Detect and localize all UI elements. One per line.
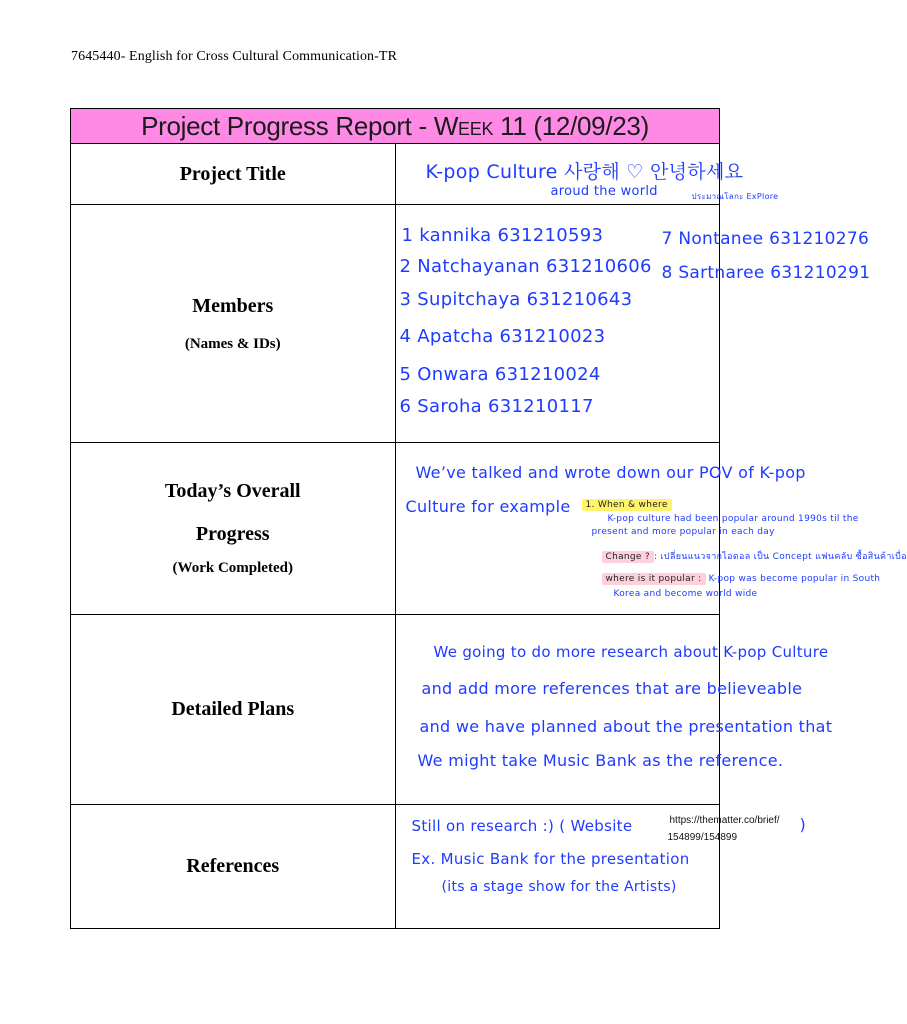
progress-note1b: present and more popular in each day	[591, 527, 775, 537]
plans-label-cell	[71, 615, 396, 805]
member-2: 2 Natchayanan 631210606	[399, 256, 652, 277]
header-week: Week	[433, 110, 494, 141]
plans-label: Detailed Plans	[171, 698, 295, 720]
project-title-tiny-note: ประมาณโลกะ ExPlore	[691, 192, 779, 201]
progress-label-2: Progress	[195, 523, 270, 545]
member-7: 7 Nontanee 631210276	[661, 229, 870, 249]
references-url-line2[interactable]: 154899/154899	[667, 832, 738, 843]
progress-line1: We’ve talked and wrote down our POV of K-pop	[415, 463, 806, 482]
references-line1: Still on research :) ( Website	[411, 817, 633, 835]
progress-label-cell	[71, 443, 396, 615]
references-line2: Ex. Music Bank for the presentation	[411, 850, 690, 868]
members-label-cell	[71, 205, 396, 443]
project-title-line2: aroud the world	[550, 184, 658, 199]
plans-line1: We going to do more research about K-pop Culture	[433, 643, 829, 661]
plans-line2: and add more references that are believeable	[421, 679, 803, 698]
member-4: 4 Apatcha 631210023	[399, 326, 606, 347]
progress-line2: Culture for example	[405, 497, 571, 516]
progress-value-cell	[395, 443, 907, 615]
project-title-value-cell	[395, 144, 779, 205]
progress-note1a: K-pop culture had been popular around 1990s til the	[607, 514, 859, 524]
member-5: 5 Onwara 631210024	[399, 364, 601, 385]
references-url-line1[interactable]: https://thematter.co/brief/	[669, 815, 780, 826]
references-line3: (its a stage show for the Artists)	[441, 879, 677, 895]
progress-tag-where-popular: where is it popular : K-pop was become popular in South	[602, 574, 881, 584]
references-label-cell	[71, 805, 396, 929]
references-value-cell	[395, 805, 807, 929]
project-title-line1: K-pop Culture 사랑해 ♡ 안녕하세요	[425, 161, 744, 183]
project-title-label: Project Title	[179, 162, 286, 185]
member-6: 6 Saroha 631210117	[399, 396, 594, 417]
member-1: 1 kannika 631210593	[401, 225, 604, 246]
header-suffix: 11 (12/09/23)	[493, 110, 649, 141]
member-3: 3 Supitchaya 631210643	[399, 289, 633, 310]
progress-label-1: Today’s Overall	[164, 480, 301, 502]
plans-line3: and we have planned about the presentation that	[419, 717, 833, 736]
progress-label-3: (Work Completed)	[172, 560, 293, 576]
progress-tag-change: Change ? : เปลี่ยนแนวจากไอดอล เป็น Concept แฟนคลับ ซื้อสินค้าเบื่อ	[602, 549, 907, 563]
members-label: Members	[192, 294, 274, 317]
members-value-cell	[395, 205, 871, 443]
header-prefix: Project Progress Report -	[141, 110, 434, 141]
members-sublabel: (Names & IDs)	[184, 335, 281, 352]
project-title-label-cell	[71, 144, 396, 205]
progress-tag-when-where: 1. When & where	[582, 500, 672, 510]
references-close-paren: )	[799, 815, 807, 834]
references-label: References	[186, 855, 280, 877]
progress-report-table	[70, 108, 907, 929]
course-title: 7645440- English for Cross Cultural Communication-TR	[71, 49, 398, 64]
plans-value-cell	[395, 615, 833, 805]
plans-line4: We might take Music Bank as the reference.	[417, 751, 784, 770]
report-header	[71, 109, 720, 144]
member-8: 8 Sartnaree 631210291	[661, 263, 871, 283]
progress-note3b: Korea and become world wide	[613, 589, 758, 599]
